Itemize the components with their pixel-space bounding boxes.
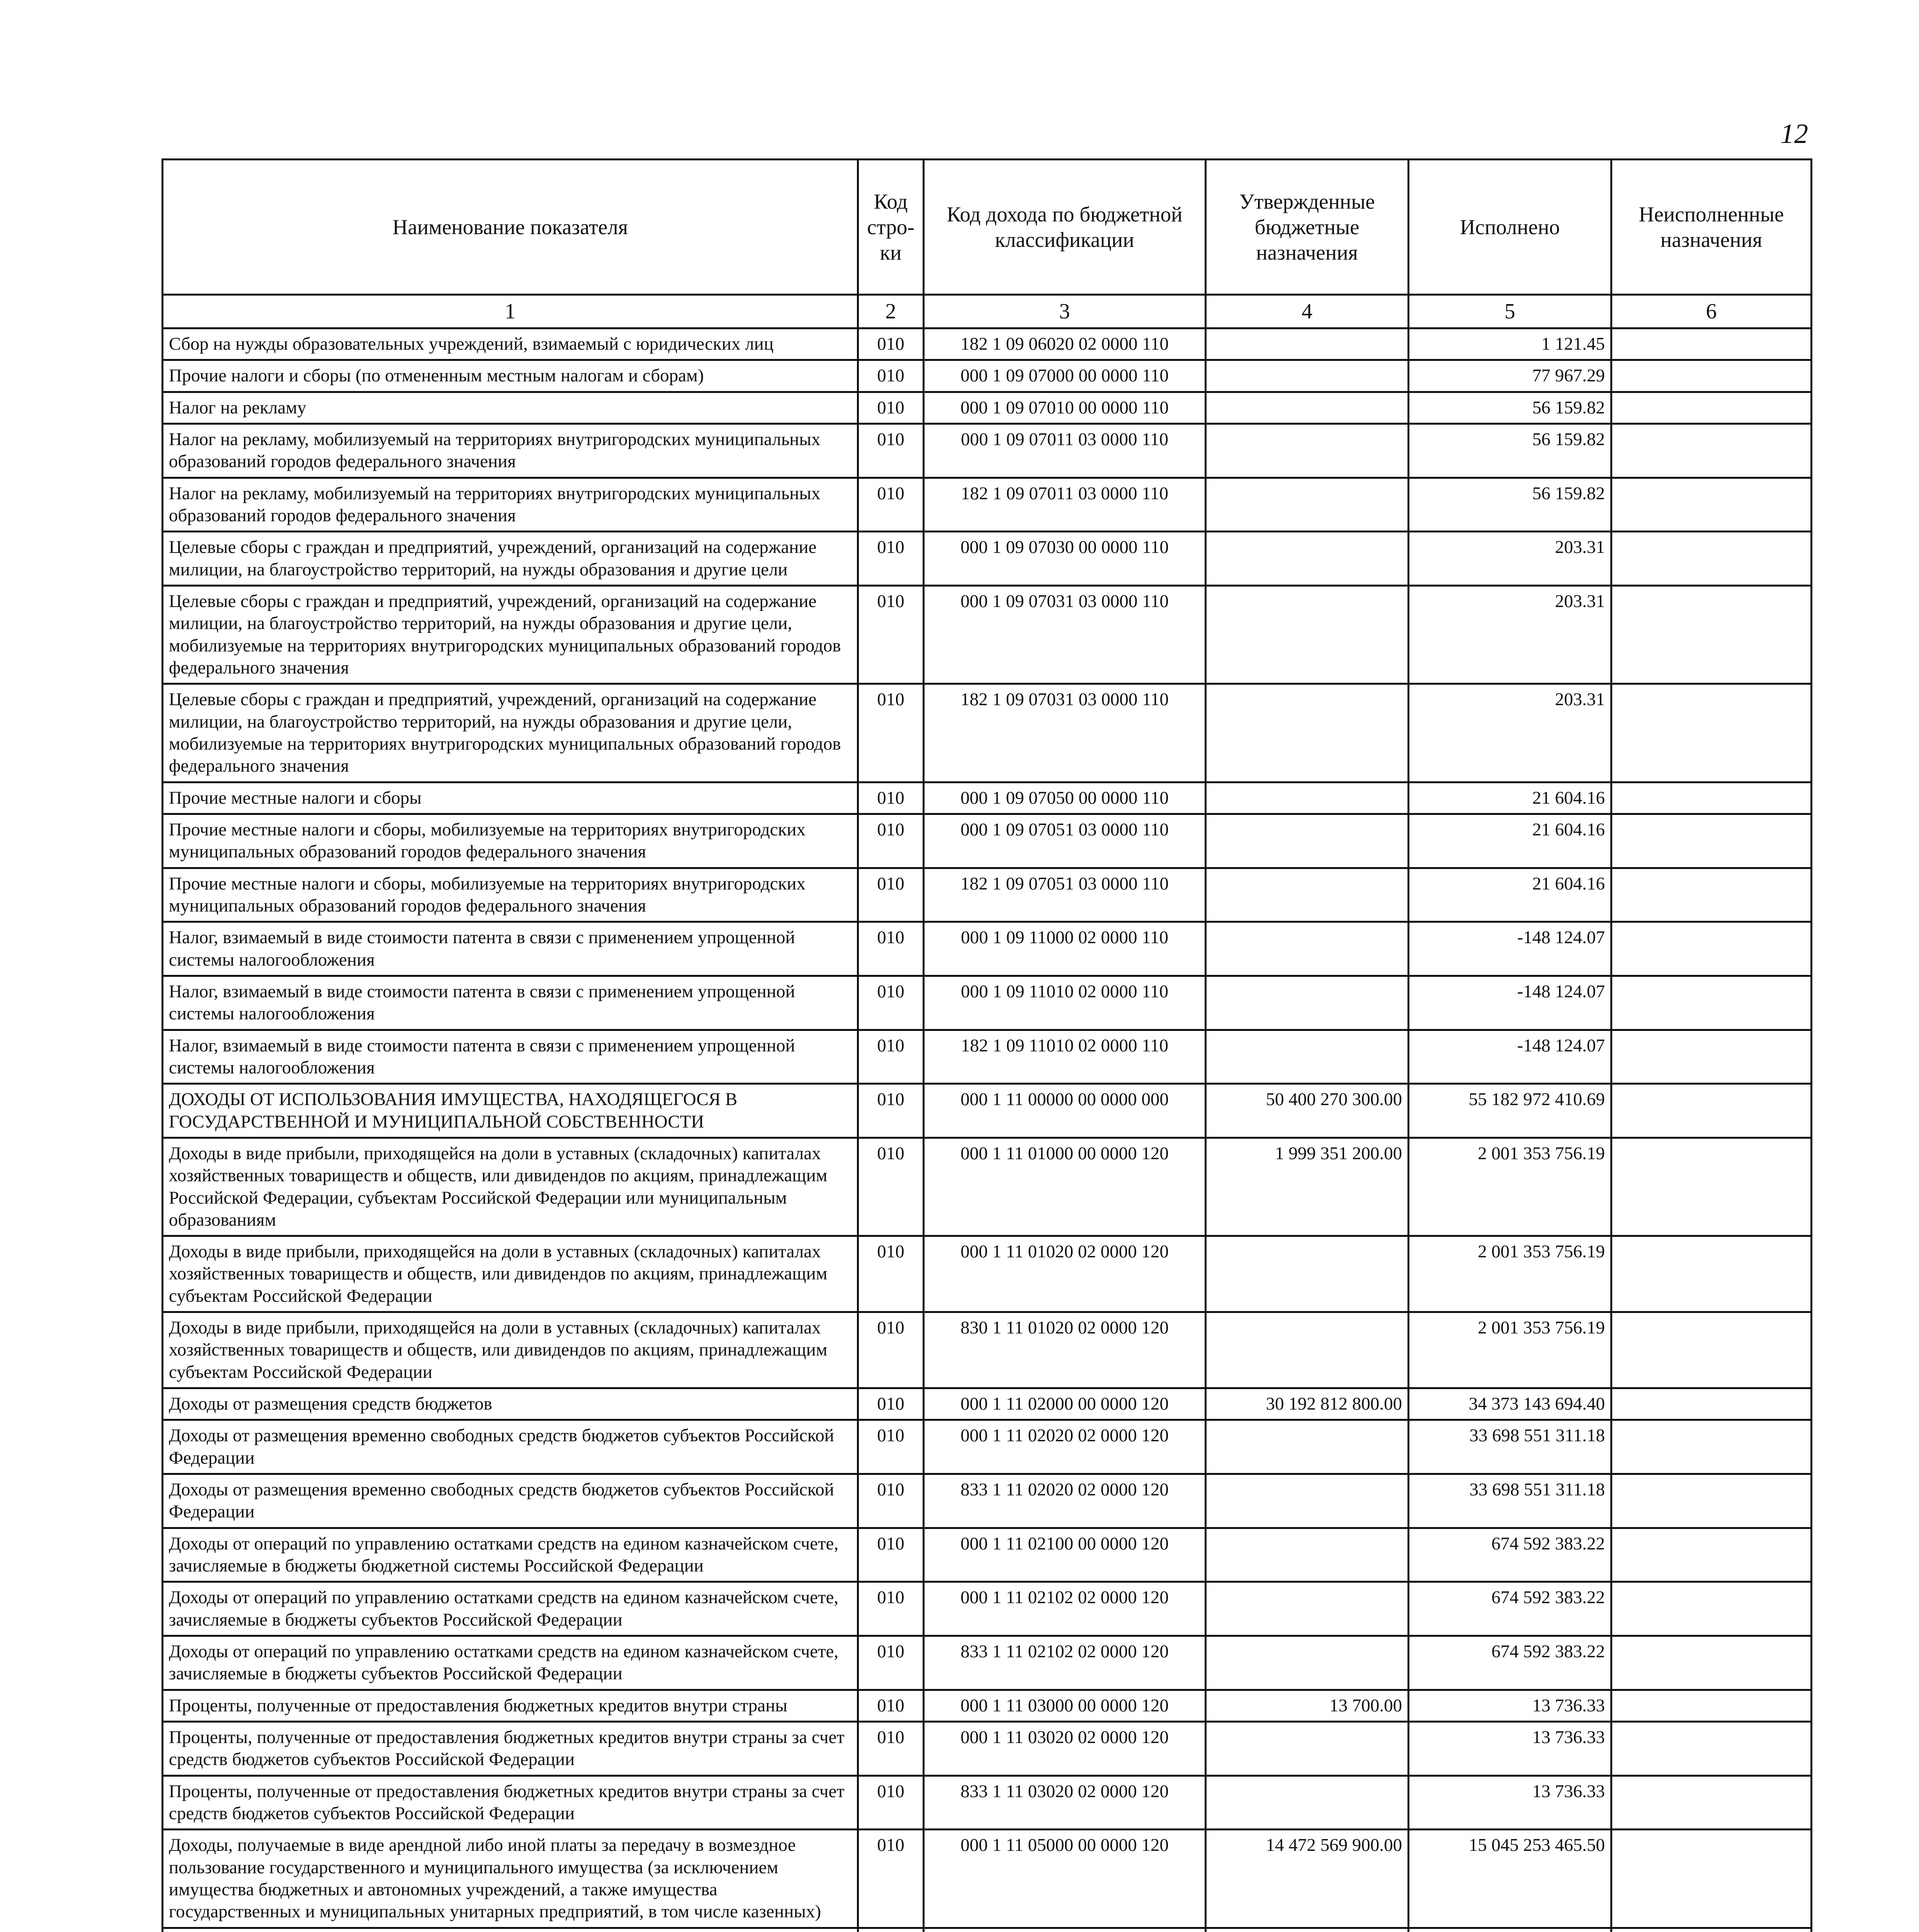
row-line-code: 010	[858, 532, 924, 586]
row-approved	[1206, 1776, 1409, 1830]
row-executed: 2 001 353 756.19	[1409, 1312, 1611, 1388]
table-row	[163, 360, 1812, 392]
row-approved	[1206, 1420, 1409, 1474]
row-name: Доходы, получаемые в виде арендной либо иной платы за передачу в возмездное пользование государственного и муниципального имущества (за исключением имущества бюджетных и автономных учреждений, а также имущества государственных и муниципальных унитарных предприятий, в том числе казенных)	[163, 1830, 858, 1928]
row-class-code: 000 1 09 11000 02 0000 110	[924, 922, 1206, 976]
table-header-row	[163, 160, 1812, 295]
row-approved	[1206, 585, 1409, 684]
row-class-code: 000 1 11 00000 00 0000 000	[924, 1084, 1206, 1138]
row-approved: 1 999 351 200.00	[1206, 1138, 1409, 1236]
row-approved	[1206, 684, 1409, 782]
row-unexecuted	[1611, 1138, 1812, 1236]
row-unexecuted	[1611, 423, 1812, 478]
row-executed: 56 159.82	[1409, 423, 1611, 478]
row-executed: 13 736.33	[1409, 1722, 1611, 1776]
row-unexecuted	[1611, 814, 1812, 868]
row-class-code: 182 1 09 06020 02 0000 110	[924, 328, 1206, 360]
row-approved	[1206, 782, 1409, 814]
row-name: Целевые сборы с граждан и предприятий, учреждений, организаций на содержание милиции, на благоустройство территорий, на нужды образования и другие цели, мобилизуемые на территориях внутригородских муниципальных образований городов федерального значения	[163, 585, 858, 684]
row-unexecuted	[1611, 1722, 1812, 1776]
row-unexecuted	[1611, 392, 1812, 423]
table-row	[163, 1030, 1812, 1084]
row-line-code: 010	[858, 392, 924, 423]
col-number: 6	[1611, 295, 1812, 328]
row-executed: 21 604.16	[1409, 868, 1611, 922]
row-line-code: 010	[858, 684, 924, 782]
row-line-code: 010	[858, 1690, 924, 1721]
row-line-code: 010	[858, 814, 924, 868]
row-name: Прочие местные налоги и сборы, мобилизуемые на территориях внутригородских муниципальных образований городов федерального значения	[163, 814, 858, 868]
row-executed: 33 698 551 311.18	[1409, 1420, 1611, 1474]
row-line-code: 010	[858, 1636, 924, 1690]
row-class-code: 000 1 09 07031 03 0000 110	[924, 585, 1206, 684]
row-name: Налог на рекламу, мобилизуемый на территориях внутригородских муниципальных образований городов федерального значения	[163, 423, 858, 478]
table-row	[163, 1312, 1812, 1388]
row-executed: 674 592 383.22	[1409, 1528, 1611, 1582]
row-class-code: 182 1 09 07011 03 0000 110	[924, 478, 1206, 532]
row-approved	[1206, 976, 1409, 1030]
table-row	[163, 1776, 1812, 1830]
table-row	[163, 782, 1812, 814]
row-approved	[1206, 1236, 1409, 1312]
col-number: 5	[1409, 295, 1611, 328]
row-executed: 56 159.82	[1409, 478, 1611, 532]
row-name: Доходы от размещения временно свободных средств бюджетов субъектов Российской Федерации	[163, 1474, 858, 1528]
row-approved: 30 192 812 800.00	[1206, 1388, 1409, 1420]
row-name: Доходы от операций по управлению остатками средств на едином казначейском счете, зачисляемые в бюджеты субъектов Российской Федерации	[163, 1636, 858, 1690]
row-class-code: 000 1 11 02020 02 0000 120	[924, 1420, 1206, 1474]
row-name: ДОХОДЫ ОТ ИСПОЛЬЗОВАНИЯ ИМУЩЕСТВА, НАХОДЯЩЕГОСЯ В ГОСУДАРСТВЕННОЙ И МУНИЦИПАЛЬНОЙ СОБСТВЕННОСТИ	[163, 1084, 858, 1138]
row-name: Проценты, полученные от предоставления бюджетных кредитов внутри страны за счет средств бюджетов субъектов Российской Федерации	[163, 1722, 858, 1776]
row-executed: -148 124.07	[1409, 1030, 1611, 1084]
row-unexecuted	[1611, 1474, 1812, 1528]
row-line-code: 010	[858, 478, 924, 532]
row-line-code: 010	[858, 360, 924, 392]
column-number-row	[163, 295, 1812, 328]
row-name: Прочие налоги и сборы (по отмененным местным налогам и сборам)	[163, 360, 858, 392]
page-number: 12	[1780, 118, 1808, 149]
row-name: Доходы от размещения временно свободных средств бюджетов субъектов Российской Федерации	[163, 1420, 858, 1474]
table-row	[163, 922, 1812, 976]
row-line-code: 010	[858, 1138, 924, 1236]
row-unexecuted	[1611, 585, 1812, 684]
table-row	[163, 1582, 1812, 1636]
row-line-code: 010	[858, 782, 924, 814]
row-executed: 55 182 972 410.69	[1409, 1084, 1611, 1138]
row-unexecuted	[1611, 478, 1812, 532]
row-approved	[1206, 478, 1409, 532]
row-line-code: 010	[858, 1236, 924, 1312]
row-name: Проценты, полученные от предоставления бюджетных кредитов внутри страны	[163, 1690, 858, 1721]
col-header-executed: Исполнено	[1409, 160, 1611, 295]
table-row	[163, 1528, 1812, 1582]
row-line-code: 010	[858, 1420, 924, 1474]
col-header-unexecuted: Неисполненные назначения	[1611, 160, 1812, 295]
row-approved	[1206, 1722, 1409, 1776]
table-row	[163, 532, 1812, 586]
row-name: Целевые сборы с граждан и предприятий, учреждений, организаций на содержание милиции, на благоустройство территорий, на нужды образования и другие цели	[163, 532, 858, 586]
row-approved	[1206, 532, 1409, 586]
row-class-code: 833 1 11 02020 02 0000 120	[924, 1474, 1206, 1528]
row-approved	[1206, 1030, 1409, 1084]
row-executed: 77 967.29	[1409, 360, 1611, 392]
row-name	[163, 1928, 858, 1932]
row-class-code: 000 1 09 07051 03 0000 110	[924, 814, 1206, 868]
row-name: Доходы от размещения средств бюджетов	[163, 1388, 858, 1420]
table-row	[163, 478, 1812, 532]
table-row	[163, 814, 1812, 868]
row-unexecuted	[1611, 1528, 1812, 1582]
row-name: Налог на рекламу	[163, 392, 858, 423]
row-name: Налог, взимаемый в виде стоимости патента в связи с применением упрощенной системы налогообложения	[163, 976, 858, 1030]
row-approved	[1206, 423, 1409, 478]
row-unexecuted	[1611, 360, 1812, 392]
row-class-code: 182 1 09 11010 02 0000 110	[924, 1030, 1206, 1084]
row-unexecuted	[1611, 1636, 1812, 1690]
row-unexecuted	[1611, 976, 1812, 1030]
row-line-code: 010	[858, 1582, 924, 1636]
row-approved	[1206, 1582, 1409, 1636]
row-executed: 2 001 353 756.19	[1409, 1236, 1611, 1312]
row-class-code: 000 1 09 07000 00 0000 110	[924, 360, 1206, 392]
table-row	[163, 1084, 1812, 1138]
row-line-code	[858, 1928, 924, 1932]
row-approved	[1206, 392, 1409, 423]
row-line-code: 010	[858, 1528, 924, 1582]
table-row	[163, 328, 1812, 360]
row-class-code: 182 1 09 07031 03 0000 110	[924, 684, 1206, 782]
col-header-name: Наименование показателя	[163, 160, 858, 295]
row-name: Прочие местные налоги и сборы, мобилизуемые на территориях внутригородских муниципальных образований городов федерального значения	[163, 868, 858, 922]
row-class-code: 000 1 09 11010 02 0000 110	[924, 976, 1206, 1030]
table-row	[163, 1928, 1812, 1932]
row-name: Налог, взимаемый в виде стоимости патента в связи с применением упрощенной системы налогообложения	[163, 1030, 858, 1084]
revenue-table	[161, 158, 1812, 1932]
row-class-code: 000 1 11 02100 00 0000 120	[924, 1528, 1206, 1582]
row-class-code: 000 1 11 03000 00 0000 120	[924, 1690, 1206, 1721]
row-line-code: 010	[858, 1830, 924, 1928]
row-class-code: 833 1 11 03020 02 0000 120	[924, 1776, 1206, 1830]
row-line-code: 010	[858, 585, 924, 684]
row-unexecuted	[1611, 922, 1812, 976]
row-line-code: 010	[858, 328, 924, 360]
row-executed: 203.31	[1409, 532, 1611, 586]
row-executed: 203.31	[1409, 684, 1611, 782]
row-executed: -148 124.07	[1409, 976, 1611, 1030]
row-line-code: 010	[858, 1722, 924, 1776]
row-class-code: 830 1 11 01020 02 0000 120	[924, 1312, 1206, 1388]
col-number: 1	[163, 295, 858, 328]
row-executed: 674 592 383.22	[1409, 1636, 1611, 1690]
row-executed: 33 698 551 311.18	[1409, 1474, 1611, 1528]
table-row	[163, 1722, 1812, 1776]
row-unexecuted	[1611, 1236, 1812, 1312]
row-line-code: 010	[858, 1312, 924, 1388]
row-executed: 2 001 353 756.19	[1409, 1138, 1611, 1236]
row-name: Доходы от операций по управлению остатками средств на едином казначейском счете, зачисляемые в бюджеты бюджетной системы Российской Федерации	[163, 1528, 858, 1582]
table-row	[163, 423, 1812, 478]
row-line-code: 010	[858, 1084, 924, 1138]
row-unexecuted	[1611, 532, 1812, 586]
row-name: Налог, взимаемый в виде стоимости патента в связи с применением упрощенной системы налогообложения	[163, 922, 858, 976]
row-name: Доходы в виде прибыли, приходящейся на доли в уставных (складочных) капиталах хозяйственных товариществ и обществ, или дивидендов по акциям, принадлежащим Российской Федерации, субъектам Российской Федерации или муниципальным образованиям	[163, 1138, 858, 1236]
row-unexecuted	[1611, 1776, 1812, 1830]
row-class-code	[924, 1928, 1206, 1932]
row-unexecuted	[1611, 782, 1812, 814]
row-unexecuted	[1611, 1312, 1812, 1388]
row-unexecuted	[1611, 1690, 1812, 1721]
row-unexecuted	[1611, 1830, 1812, 1928]
row-approved	[1206, 360, 1409, 392]
row-approved	[1206, 922, 1409, 976]
row-unexecuted	[1611, 1030, 1812, 1084]
row-class-code: 000 1 09 07010 00 0000 110	[924, 392, 1206, 423]
row-name: Целевые сборы с граждан и предприятий, учреждений, организаций на содержание милиции, на благоустройство территорий, на нужды образования и другие цели, мобилизуемые на территориях внутригородских муниципальных образований городов федерального значения	[163, 684, 858, 782]
row-executed: 21 604.16	[1409, 782, 1611, 814]
row-approved	[1206, 1928, 1409, 1932]
row-executed	[1409, 1928, 1611, 1932]
col-header-class-code: Код дохода по бюджетной классификации	[924, 160, 1206, 295]
row-line-code: 010	[858, 868, 924, 922]
table-row	[163, 585, 1812, 684]
row-executed: 56 159.82	[1409, 392, 1611, 423]
row-name: Прочие местные налоги и сборы	[163, 782, 858, 814]
row-unexecuted	[1611, 1928, 1812, 1932]
row-class-code: 000 1 11 02102 02 0000 120	[924, 1582, 1206, 1636]
table-row	[163, 1690, 1812, 1721]
row-executed: 203.31	[1409, 585, 1611, 684]
row-class-code: 000 1 11 01020 02 0000 120	[924, 1236, 1206, 1312]
row-unexecuted	[1611, 328, 1812, 360]
row-class-code: 182 1 09 07051 03 0000 110	[924, 868, 1206, 922]
row-class-code: 000 1 11 02000 00 0000 120	[924, 1388, 1206, 1420]
row-approved	[1206, 1312, 1409, 1388]
row-executed: 21 604.16	[1409, 814, 1611, 868]
row-line-code: 010	[858, 1776, 924, 1830]
row-executed: 1 121.45	[1409, 328, 1611, 360]
table-row	[163, 976, 1812, 1030]
row-approved: 50 400 270 300.00	[1206, 1084, 1409, 1138]
table-row	[163, 1236, 1812, 1312]
col-header-line-code: Код стро-ки	[858, 160, 924, 295]
row-line-code: 010	[858, 1474, 924, 1528]
row-executed: 15 045 253 465.50	[1409, 1830, 1611, 1928]
row-executed: 34 373 143 694.40	[1409, 1388, 1611, 1420]
table-row	[163, 1420, 1812, 1474]
row-approved	[1206, 1474, 1409, 1528]
row-unexecuted	[1611, 868, 1812, 922]
row-unexecuted	[1611, 1420, 1812, 1474]
row-class-code: 000 1 09 07050 00 0000 110	[924, 782, 1206, 814]
row-name: Налог на рекламу, мобилизуемый на территориях внутригородских муниципальных образований городов федерального значения	[163, 478, 858, 532]
row-name: Доходы в виде прибыли, приходящейся на доли в уставных (складочных) капиталах хозяйственных товариществ и обществ, или дивидендов по акциям, принадлежащим субъектам Российской Федерации	[163, 1312, 858, 1388]
row-name: Проценты, полученные от предоставления бюджетных кредитов внутри страны за счет средств бюджетов субъектов Российской Федерации	[163, 1776, 858, 1830]
row-executed: 13 736.33	[1409, 1776, 1611, 1830]
table-row	[163, 1830, 1812, 1928]
row-name: Доходы в виде прибыли, приходящейся на доли в уставных (складочных) капиталах хозяйственных товариществ и обществ, или дивидендов по акциям, принадлежащим субъектам Российской Федерации	[163, 1236, 858, 1312]
row-class-code: 000 1 11 05000 00 0000 120	[924, 1830, 1206, 1928]
row-name: Доходы от операций по управлению остатками средств на едином казначейском счете, зачисляемые в бюджеты субъектов Российской Федерации	[163, 1582, 858, 1636]
col-number: 4	[1206, 295, 1409, 328]
row-approved: 14 472 569 900.00	[1206, 1830, 1409, 1928]
table-row	[163, 1138, 1812, 1236]
table-row	[163, 684, 1812, 782]
table-body	[163, 328, 1812, 1932]
row-line-code: 010	[858, 1030, 924, 1084]
row-executed: -148 124.07	[1409, 922, 1611, 976]
row-class-code: 833 1 11 02102 02 0000 120	[924, 1636, 1206, 1690]
row-unexecuted	[1611, 684, 1812, 782]
row-line-code: 010	[858, 423, 924, 478]
col-number: 2	[858, 295, 924, 328]
row-unexecuted	[1611, 1084, 1812, 1138]
row-approved	[1206, 868, 1409, 922]
col-number: 3	[924, 295, 1206, 328]
row-approved	[1206, 1528, 1409, 1582]
row-name: Сбор на нужды образовательных учреждений, взимаемый с юридических лиц	[163, 328, 858, 360]
col-header-approved: Утвержденные бюджетные назначения	[1206, 160, 1409, 295]
table-row	[163, 392, 1812, 423]
row-approved	[1206, 1636, 1409, 1690]
row-unexecuted	[1611, 1582, 1812, 1636]
table-row	[163, 1636, 1812, 1690]
table-row	[163, 1388, 1812, 1420]
row-class-code: 000 1 09 07011 03 0000 110	[924, 423, 1206, 478]
row-approved	[1206, 328, 1409, 360]
row-line-code: 010	[858, 922, 924, 976]
row-line-code: 010	[858, 1388, 924, 1420]
row-class-code: 000 1 11 01000 00 0000 120	[924, 1138, 1206, 1236]
row-class-code: 000 1 09 07030 00 0000 110	[924, 532, 1206, 586]
row-approved	[1206, 814, 1409, 868]
row-class-code: 000 1 11 03020 02 0000 120	[924, 1722, 1206, 1776]
row-approved: 13 700.00	[1206, 1690, 1409, 1721]
table-row	[163, 868, 1812, 922]
row-executed: 13 736.33	[1409, 1690, 1611, 1721]
row-unexecuted	[1611, 1388, 1812, 1420]
row-executed: 674 592 383.22	[1409, 1582, 1611, 1636]
row-line-code: 010	[858, 976, 924, 1030]
table-row	[163, 1474, 1812, 1528]
